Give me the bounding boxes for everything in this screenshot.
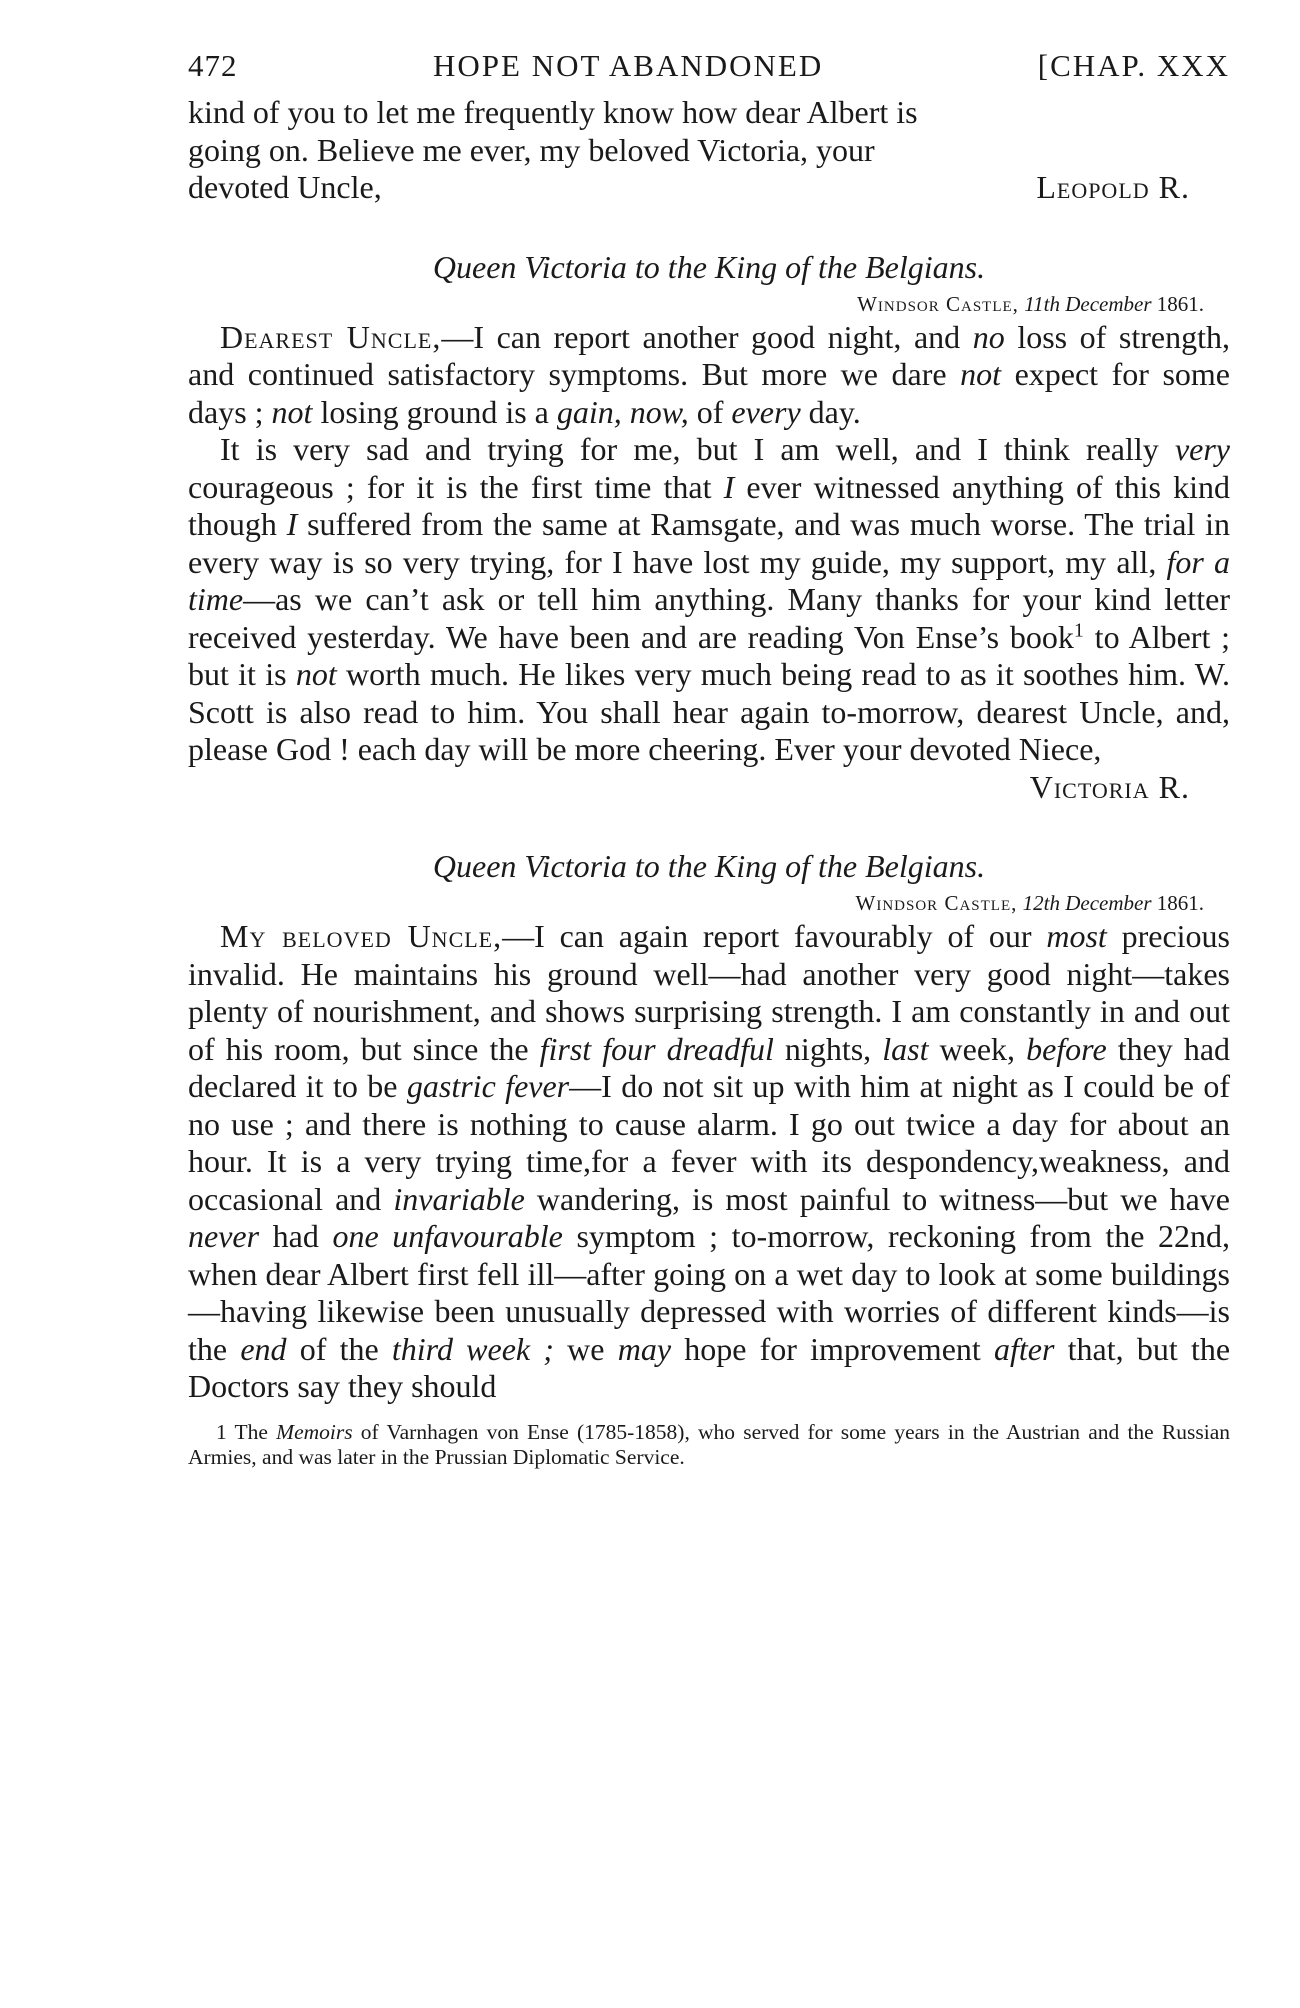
emphasis: before [1026,1030,1107,1067]
text-run: —I do not sit up with him at night as I could be of no use ; and there is nothing to cause alarm. I go out twice a day for about an hour. It is a very trying time,for a fever with its despondency,weakness, and occasional and [188,1068,1231,1217]
text-run: courageous ; for it is the first time that [188,468,724,505]
emphasis: last [882,1030,929,1067]
emphasis: after [994,1330,1055,1367]
text-run: symptom ; to-morrow, reckoning from the 22nd, when dear Albert first fell ill—after going on a wet day to look at some buildings—having likewise been unusually depressed with worries of different kinds—is the [188,1218,1231,1367]
emphasis: one unfavourable [332,1218,563,1254]
close-phrase: devoted Uncle, [188,169,382,205]
emphasis: every [731,393,801,430]
text-run: had [259,1218,333,1254]
letter1-body [188,319,1230,807]
emphasis: may [617,1330,672,1367]
salutation: Dearest Uncle, [220,318,442,355]
date-place: Windsor Castle, [857,291,1019,316]
emphasis: not [960,356,1002,392]
letter2-heading: Queen Victoria to the King of the Belgians. [432,848,986,884]
date-year: 1861. [1156,291,1204,316]
emphasis: most [1046,918,1107,954]
letter1-dateline [188,292,1230,317]
emphasis: not [271,393,313,430]
salutation: My beloved Uncle, [220,918,503,954]
letter1-heading: Queen Victoria to the King of the Belgians. [432,248,986,285]
text-run: we [553,1330,618,1367]
text-run: loss of strength, and continued satisfactory symptoms. But more we dare [188,318,1231,392]
text-run: day. [800,393,861,430]
chapter-marker: [CHAP. XXX [1037,48,1230,83]
emphasis: invariable [393,1180,525,1217]
opening-text [188,94,1230,207]
text-run: of [688,393,732,430]
date-day: 12th December [1022,891,1152,915]
emphasis: gain, now, [556,393,689,430]
signature-leopold: Leopold R. [1036,169,1190,205]
signature-victoria: Victoria R. [1029,768,1190,805]
text-run: hope for improvement [671,1330,994,1367]
text-run: precious invalid. He maintains his ground well—had another very good night—takes plenty of nourishment, and shows surprising strength. I am constantly in and out of his room, but since the [188,918,1231,1067]
emphasis: Memoirs [276,1419,353,1444]
text-run: they had declared it to be [188,1030,1231,1104]
emphasis: no [972,318,1005,355]
emphasis: never [188,1218,260,1254]
emphasis: first four dreadful [539,1030,774,1067]
emphasis: third week ; [391,1330,554,1367]
letter2-paragraph-1 [188,918,1230,1406]
date-year: 1861. [1156,891,1204,915]
opening-line: going on. Believe me ever, my beloved Victoria, your [188,131,875,168]
footnote-separator [188,1406,1230,1412]
opening-line: kind of you to let me frequently know how dear Albert is [188,94,918,130]
text-run: expect for some days ; [188,356,1231,430]
emphasis: for a time [188,543,1231,617]
date-day: 11th December [1024,291,1152,316]
emphasis: I [286,506,298,542]
date-place: Windsor Castle, [855,891,1018,915]
text-run: losing ground is a [312,393,557,430]
emphasis: very [1174,431,1230,467]
emphasis: I [723,468,735,505]
text-run: suffered from the same at Ramsgate, and was much worse. The trial in every way is so very trying, for I have lost my guide, my support, my all, [188,506,1231,580]
emphasis: end [240,1330,287,1367]
page-number: 472 [188,48,238,83]
text-run: —I can again report favourably of our [502,918,1047,954]
running-title: HOPE NOT ABANDONED [433,48,824,83]
text-run: worth much. He likes very much being read to as it soothes him. W. Scott is also read to him. You shall hear again to-morrow, dearest Uncle, and, please God ! each day will be more cheering. Ever your devoted Niece, [188,656,1231,767]
letter1-paragraph-1 [188,319,1230,432]
text-run: —as we can’t ask or tell him anything. Many thanks for your kind letter received yesterday. We have been and are reading Von Ense’s book [188,581,1230,655]
emphasis: not [295,656,337,692]
text-run: —I can report another good night, and [441,318,973,355]
letter2-body [188,918,1230,1406]
text-run: that, but the Doctors say they should [188,1330,1231,1404]
footnote [188,1420,1230,1470]
running-header [188,44,1230,94]
text-run: ever witnessed anything of this kind though [188,468,1231,542]
text-run: The [226,1419,277,1444]
text-run: to Albert ; but it is [188,618,1231,692]
text-run: It is very sad and trying for me, but I am well, and I think really [220,431,1175,467]
text-run: of Varnhagen von Ense (1785-1858), who served for some years in the Austrian and the Russian Armies, and was later in the Prussian Diplomatic Service. [188,1419,1230,1469]
emphasis: gastric fever [406,1068,570,1104]
text-run: week, [928,1030,1027,1067]
text-run: nights, [773,1030,883,1067]
footnote-reference[interactable]: 1 [1073,618,1084,641]
letter1-paragraph-2 [188,431,1230,769]
footnote-marker: 1 [216,1419,227,1444]
letter2-dateline [188,891,1230,916]
text-run: of the [286,1330,392,1367]
text-run: wandering, is most painful to witness—but we have [524,1180,1231,1217]
opening-close [188,169,1230,207]
